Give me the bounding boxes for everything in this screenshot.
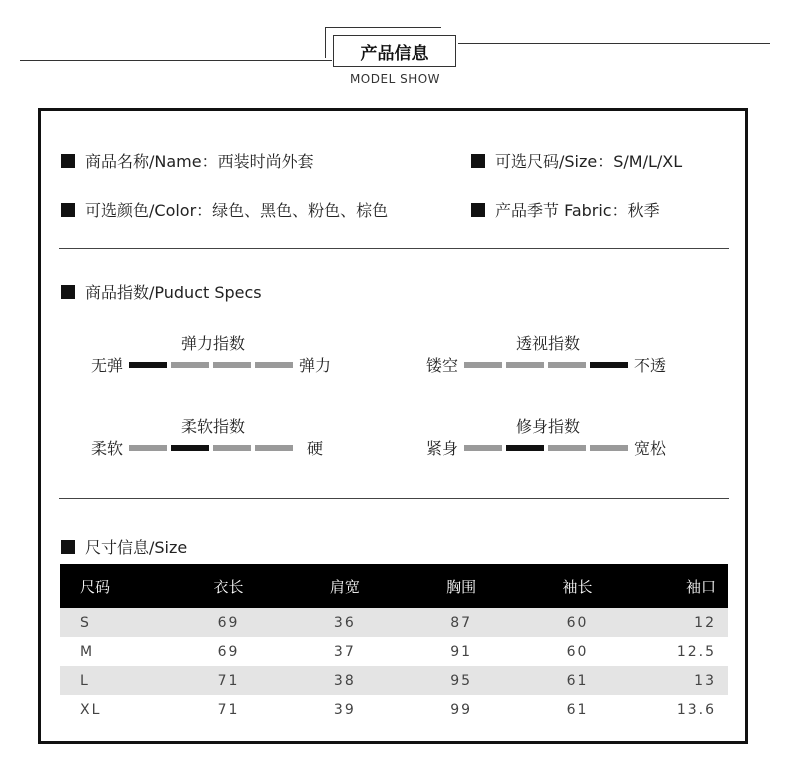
table-cell: 37 bbox=[333, 643, 356, 660]
spec-transparency-left: 镂空 bbox=[426, 356, 459, 375]
spec-bar bbox=[548, 362, 586, 368]
spec-transparency-row bbox=[426, 353, 666, 376]
bullet-square-icon bbox=[61, 285, 75, 299]
bullet-square-icon bbox=[61, 540, 75, 554]
spec-softness-left: 柔软 bbox=[91, 439, 124, 458]
table-cell: 38 bbox=[287, 666, 403, 695]
spec-bar bbox=[590, 362, 628, 368]
specs-heading bbox=[61, 280, 262, 303]
bullet-square-icon bbox=[471, 203, 485, 217]
spec-softness-right: 硬 bbox=[307, 439, 324, 458]
spec-softness-bars bbox=[129, 445, 293, 451]
spec-softness-row bbox=[91, 436, 323, 459]
size-header-cell: 衣长 bbox=[170, 564, 286, 608]
spec-elasticity-row bbox=[91, 353, 331, 376]
table-cell: 69 bbox=[217, 643, 240, 660]
info-name-text: 商品名称/Name：西装时尚外套 bbox=[85, 152, 314, 171]
spec-fit-bars bbox=[464, 445, 628, 451]
spec-fit-title: 修身指数 bbox=[516, 417, 581, 436]
table-cell: 71 bbox=[217, 701, 240, 718]
table-cell: 61 bbox=[566, 701, 589, 718]
spec-bar bbox=[464, 362, 502, 368]
bullet-square-icon bbox=[61, 203, 75, 217]
spec-bar bbox=[506, 445, 544, 451]
spec-bar bbox=[464, 445, 502, 451]
spec-fit bbox=[426, 414, 686, 474]
spec-fit-left: 紧身 bbox=[426, 439, 459, 458]
table-cell: 95 bbox=[403, 666, 519, 695]
spec-softness-title: 柔软指数 bbox=[181, 417, 246, 436]
spec-bar bbox=[213, 362, 251, 368]
table-cell: 91 bbox=[450, 643, 473, 660]
spec-elasticity-bars bbox=[129, 362, 293, 368]
table-cell: 12 bbox=[636, 608, 728, 637]
table-cell: 39 bbox=[333, 701, 356, 718]
table-cell: 61 bbox=[519, 666, 635, 695]
table-cell: 60 bbox=[519, 608, 635, 637]
info-name bbox=[61, 149, 314, 172]
size-table-header-row bbox=[60, 564, 728, 608]
table-row bbox=[60, 695, 728, 724]
spec-transparency-bars bbox=[464, 362, 628, 368]
specs-heading-text: 商品指数/Puduct Specs bbox=[85, 283, 262, 302]
bullet-square-icon bbox=[61, 154, 75, 168]
spec-bar bbox=[255, 445, 293, 451]
table-cell: M bbox=[80, 643, 95, 660]
product-info-panel bbox=[38, 108, 748, 744]
table-cell: 13.6 bbox=[676, 701, 716, 718]
size-table bbox=[60, 564, 728, 724]
table-cell: 13 bbox=[636, 666, 728, 695]
table-cell: 36 bbox=[287, 608, 403, 637]
spec-elasticity-right: 弹力 bbox=[299, 356, 332, 375]
spec-bar bbox=[506, 362, 544, 368]
spec-transparency bbox=[426, 331, 686, 391]
spec-transparency-title: 透视指数 bbox=[516, 334, 581, 353]
spec-bar bbox=[129, 362, 167, 368]
info-size bbox=[471, 149, 682, 172]
spec-transparency-right: 不透 bbox=[634, 356, 667, 375]
table-cell: S bbox=[60, 608, 170, 637]
section-subtitle: MODEL SHOW bbox=[349, 72, 441, 86]
table-row bbox=[60, 637, 728, 666]
spec-bar bbox=[548, 445, 586, 451]
table-cell: 60 bbox=[566, 643, 589, 660]
spec-fit-row bbox=[426, 436, 666, 459]
section-divider bbox=[59, 248, 729, 249]
spec-elasticity bbox=[91, 331, 351, 391]
spec-bar bbox=[129, 445, 167, 451]
table-row bbox=[60, 666, 728, 695]
table-cell: 12.5 bbox=[676, 643, 716, 660]
header-line-right bbox=[458, 43, 770, 44]
size-header-cell: 袖长 bbox=[519, 564, 635, 608]
size-header-cell: 尺码 bbox=[60, 564, 170, 608]
info-season bbox=[471, 198, 660, 221]
spec-softness bbox=[91, 414, 351, 474]
info-color bbox=[61, 198, 388, 221]
spec-elasticity-title: 弹力指数 bbox=[181, 334, 246, 353]
spec-elasticity-left: 无弹 bbox=[91, 356, 124, 375]
info-size-text: 可选尺码/Size：S/M/L/XL bbox=[495, 152, 683, 171]
table-cell: 87 bbox=[403, 608, 519, 637]
size-heading bbox=[61, 535, 187, 558]
section-divider bbox=[59, 498, 729, 499]
section-title: 产品信息 bbox=[333, 35, 456, 67]
spec-bar bbox=[213, 445, 251, 451]
header-line-left bbox=[20, 60, 332, 61]
table-cell: 69 bbox=[170, 608, 286, 637]
size-heading-text: 尺寸信息/Size bbox=[85, 538, 188, 557]
spec-bar bbox=[171, 362, 209, 368]
spec-bar bbox=[590, 445, 628, 451]
size-header-cell: 肩宽 bbox=[287, 564, 403, 608]
info-color-text: 可选颜色/Color：绿色、黑色、粉色、棕色 bbox=[85, 201, 389, 220]
table-cell: XL bbox=[80, 701, 102, 718]
table-cell: L bbox=[60, 666, 170, 695]
size-header-cell: 胸围 bbox=[403, 564, 519, 608]
info-season-text: 产品季节 Fabric：秋季 bbox=[495, 201, 660, 220]
size-header-cell: 袖口 bbox=[636, 564, 728, 608]
spec-fit-right: 宽松 bbox=[634, 439, 667, 458]
bullet-square-icon bbox=[471, 154, 485, 168]
table-cell: 99 bbox=[450, 701, 473, 718]
spec-bar bbox=[255, 362, 293, 368]
spec-bar bbox=[171, 445, 209, 451]
table-cell: 71 bbox=[170, 666, 286, 695]
table-row bbox=[60, 608, 728, 637]
